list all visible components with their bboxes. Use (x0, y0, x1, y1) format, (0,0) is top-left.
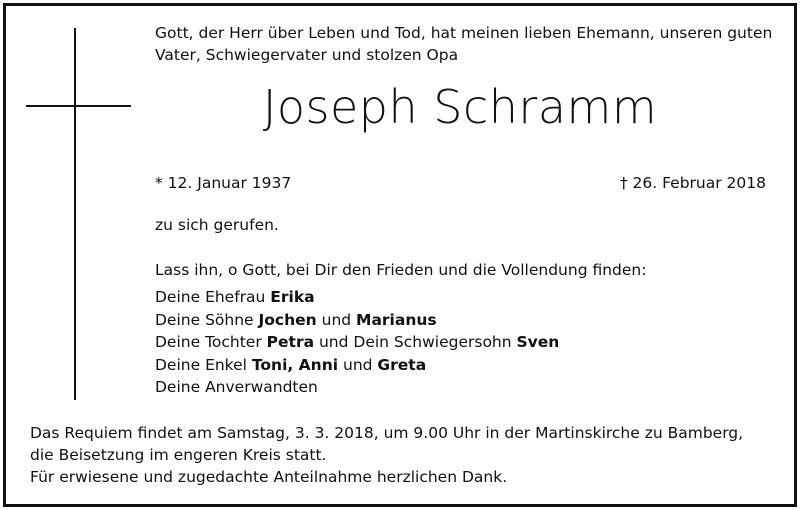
family-daughter-name: Petra (266, 333, 315, 351)
family-grandchildren-connector: und (338, 355, 378, 374)
prayer-text: Lass ihn, o Gott, bei Dir den Frieden und die Vollendung finden: (155, 261, 647, 279)
service-line-2: die Beisetzung im engeren Kreis statt. (30, 446, 327, 464)
intro-line-2: Vater, Schwiegervater und stolzen Opa (155, 46, 459, 64)
family-wife-label: Deine Ehefrau (155, 288, 271, 306)
family-son-in-law-label: und Dein Schwiegersohn (314, 333, 517, 351)
family-son-2-name: Marianus (356, 310, 437, 329)
intro-text (155, 22, 772, 66)
family-grandchildren-names: Toni, Anni (251, 355, 339, 374)
intro-line-1: Gott, der Herr über Leben und Tod, hat meinen lieben Ehemann, unseren guten (155, 24, 773, 42)
service-info (30, 422, 743, 488)
family-grandchild-last-name: Greta (377, 355, 427, 374)
family-sons-label: Deine Söhne (155, 310, 259, 329)
family-wife-name: Erika (270, 288, 315, 306)
death-date: † 26. Februar 2018 (619, 174, 766, 192)
family-list (155, 286, 559, 399)
birth-date: * 12. Januar 1937 (155, 174, 292, 192)
called-text: zu sich gerufen. (155, 216, 279, 234)
family-son-1-name: Jochen (258, 310, 317, 329)
family-relatives: Deine Anverwandten (155, 378, 318, 396)
deceased-name: Joseph Schramm (262, 80, 658, 134)
family-daughter (155, 331, 559, 354)
family-grandchildren-label: Deine Enkel (155, 355, 252, 374)
family-sons (155, 309, 559, 332)
family-daughter-label: Deine Tochter (155, 333, 267, 351)
family-sons-connector: und (316, 310, 357, 329)
family-son-in-law-name: Sven (516, 333, 560, 351)
thanks-line: Für erwiesene und zugedachte Anteilnahme herzlichen Dank. (30, 468, 508, 486)
family-wife (155, 286, 559, 309)
family-grandchildren (155, 354, 559, 377)
service-line-1: Das Requiem findet am Samstag, 3. 3. 2018, um 9.00 Uhr in der Martinskirche zu Bamberg, (30, 424, 744, 442)
